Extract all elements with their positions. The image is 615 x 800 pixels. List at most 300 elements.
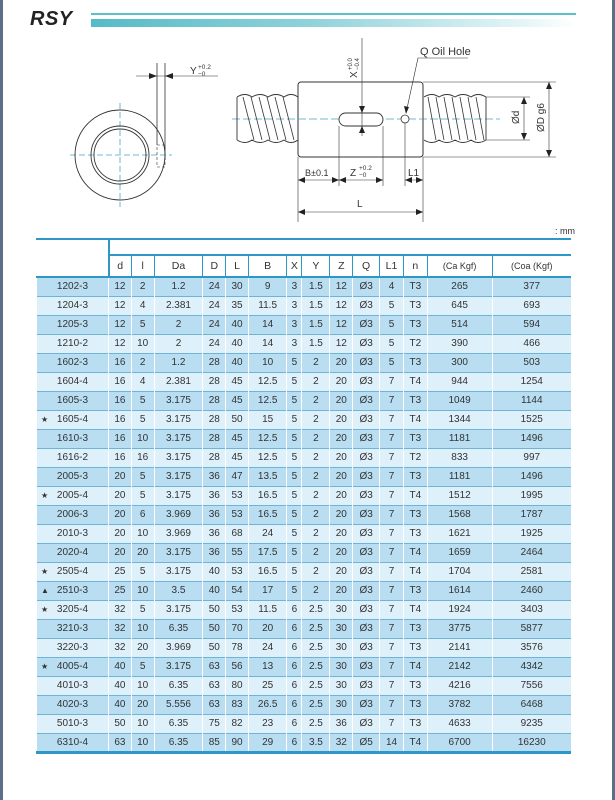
value-cell: 7 <box>380 657 404 676</box>
model-number: 4020-3 <box>56 699 89 710</box>
value-cell: 1.5 <box>302 315 330 334</box>
value-cell: 16 <box>109 353 132 372</box>
value-cell: 28 <box>203 353 226 372</box>
value-cell: 5 <box>287 448 302 467</box>
value-cell: 2464 <box>492 543 571 562</box>
value-cell: 2 <box>302 524 330 543</box>
value-cell: 13 <box>248 657 286 676</box>
z-tol-lower: −0 <box>359 172 367 179</box>
value-cell: 12 <box>109 277 132 296</box>
value-cell: 3.175 <box>154 410 203 429</box>
value-cell: 40 <box>226 334 249 353</box>
model-cell <box>37 353 109 372</box>
model-cell <box>37 619 109 638</box>
value-cell: 4633 <box>427 714 492 733</box>
value-cell: 5 <box>287 505 302 524</box>
value-cell: 45 <box>226 372 249 391</box>
value-cell: 32 <box>330 733 353 752</box>
value-cell: 12 <box>109 334 132 353</box>
value-cell: T4 <box>403 543 427 562</box>
value-cell: 28 <box>203 410 226 429</box>
value-cell: 1614 <box>427 581 492 600</box>
value-cell: 7 <box>380 448 404 467</box>
value-cell: 20 <box>330 410 353 429</box>
value-cell: 40 <box>203 562 226 581</box>
value-cell: 5 <box>131 486 154 505</box>
value-cell: 1924 <box>427 600 492 619</box>
y-arrow-left <box>149 73 157 79</box>
value-cell: 16 <box>131 448 154 467</box>
value-cell: 16230 <box>492 733 571 752</box>
value-cell: 2 <box>302 448 330 467</box>
value-cell: 10 <box>131 733 154 752</box>
model-cell <box>37 657 109 676</box>
value-cell: 4 <box>131 296 154 315</box>
value-cell: 30 <box>330 676 353 695</box>
value-cell: T3 <box>403 581 427 600</box>
value-cell: 24 <box>203 334 226 353</box>
end-view <box>70 63 218 207</box>
value-cell: 25 <box>109 581 132 600</box>
value-cell: 40 <box>226 353 249 372</box>
value-cell: 12 <box>109 296 132 315</box>
model-cell <box>37 296 109 315</box>
value-cell: 36 <box>203 505 226 524</box>
model-cell <box>37 467 109 486</box>
value-cell: 10 <box>248 353 286 372</box>
value-cell: 50 <box>109 714 132 733</box>
value-cell: 20 <box>109 543 132 562</box>
value-cell: 16 <box>109 429 132 448</box>
value-cell: T4 <box>403 733 427 752</box>
value-cell: 36 <box>203 486 226 505</box>
value-cell: 36 <box>203 467 226 486</box>
value-cell: 2142 <box>427 657 492 676</box>
model-cell <box>37 695 109 714</box>
value-cell: 3.5 <box>154 581 203 600</box>
model-cell <box>37 600 109 619</box>
value-cell: 20 <box>330 353 353 372</box>
column-header: (Ca Kgf) <box>427 255 492 277</box>
value-cell: 32 <box>109 638 132 657</box>
value-cell: 16 <box>109 391 132 410</box>
value-cell: 7 <box>380 543 404 562</box>
value-cell: 20 <box>330 448 353 467</box>
value-cell: 24 <box>203 315 226 334</box>
z-label: Z <box>350 168 357 179</box>
value-cell: T3 <box>403 638 427 657</box>
model-number: 1610-3 <box>56 433 89 444</box>
value-cell: T4 <box>403 562 427 581</box>
value-cell: 5877 <box>492 619 571 638</box>
screw-thread-right <box>424 95 486 143</box>
value-cell: 24 <box>248 524 286 543</box>
table-row <box>37 315 572 334</box>
value-cell: 3.175 <box>154 448 203 467</box>
value-cell: 3.175 <box>154 429 203 448</box>
value-cell: 12 <box>109 315 132 334</box>
value-cell: Ø3 <box>353 315 380 334</box>
value-cell: 14 <box>248 315 286 334</box>
value-cell: 20 <box>131 543 154 562</box>
value-cell: 2 <box>131 277 154 296</box>
value-cell: 1.5 <box>302 334 330 353</box>
value-cell: 50 <box>203 638 226 657</box>
model-number: 4010-3 <box>56 680 89 691</box>
value-cell: Ø3 <box>353 391 380 410</box>
column-header: Da <box>154 255 203 277</box>
value-cell: Ø3 <box>353 619 380 638</box>
value-cell: Ø3 <box>353 429 380 448</box>
value-cell: 7 <box>380 486 404 505</box>
value-cell: 5 <box>131 562 154 581</box>
value-cell: Ø3 <box>353 562 380 581</box>
value-cell: 1995 <box>492 486 571 505</box>
value-cell: 2.381 <box>154 372 203 391</box>
value-cell: 6.35 <box>154 619 203 638</box>
value-cell: 1496 <box>492 429 571 448</box>
value-cell: Ø3 <box>353 695 380 714</box>
l1-label: L1 <box>408 168 420 179</box>
screw-thread-left <box>235 95 298 143</box>
x-tol-lower: −0.4 <box>355 58 361 70</box>
value-cell: 12 <box>330 334 353 353</box>
value-cell: 2 <box>302 486 330 505</box>
table-row <box>37 448 572 467</box>
model-cell <box>37 372 109 391</box>
value-cell: T3 <box>403 619 427 638</box>
value-cell: 20 <box>330 505 353 524</box>
value-cell: 20 <box>109 467 132 486</box>
model-number: 2510-3 <box>56 585 89 596</box>
value-cell: 3.175 <box>154 391 203 410</box>
value-cell: 7 <box>380 562 404 581</box>
value-cell: 55 <box>226 543 249 562</box>
value-cell: 3 <box>287 296 302 315</box>
model-number: 1204-3 <box>56 300 89 311</box>
value-cell: T4 <box>403 410 427 429</box>
star-mark-icon: ★ <box>41 414 49 424</box>
value-cell: 13.5 <box>248 467 286 486</box>
model-cell <box>37 676 109 695</box>
model-cell <box>37 315 109 334</box>
value-cell: 12.5 <box>248 372 286 391</box>
model-cell <box>37 714 109 733</box>
table-row <box>37 733 572 752</box>
value-cell: 24 <box>248 638 286 657</box>
model-number: 1604-4 <box>56 376 89 387</box>
value-cell: 29 <box>248 733 286 752</box>
value-cell: 390 <box>427 334 492 353</box>
value-cell: 30 <box>330 695 353 714</box>
model-cell <box>37 429 109 448</box>
value-cell: Ø3 <box>353 676 380 695</box>
value-cell: 1.2 <box>154 353 203 372</box>
value-cell: 16.5 <box>248 505 286 524</box>
model-cell <box>37 277 109 296</box>
value-cell: 2 <box>154 315 203 334</box>
value-cell: 1181 <box>427 467 492 486</box>
value-cell: 63 <box>109 733 132 752</box>
model-cell <box>37 448 109 467</box>
value-cell: 16 <box>109 410 132 429</box>
value-cell: 12 <box>330 315 353 334</box>
value-cell: 24 <box>203 277 226 296</box>
value-cell: 30 <box>330 638 353 657</box>
x-label: X <box>349 71 360 78</box>
column-header: D <box>203 255 226 277</box>
value-cell: 78 <box>226 638 249 657</box>
value-cell: 20 <box>131 695 154 714</box>
value-cell: 53 <box>226 562 249 581</box>
value-cell: 85 <box>203 733 226 752</box>
model-number: 6310-4 <box>56 736 89 748</box>
value-cell: 6 <box>287 714 302 733</box>
value-cell: T3 <box>403 296 427 315</box>
value-cell: 6 <box>287 657 302 676</box>
table-row <box>37 372 572 391</box>
value-cell: 2460 <box>492 581 571 600</box>
table-row <box>37 600 572 619</box>
value-cell: 40 <box>109 676 132 695</box>
value-cell: 80 <box>226 676 249 695</box>
value-cell: 25 <box>109 562 132 581</box>
model-number: 1605-3 <box>56 395 89 406</box>
oil-hole-label: Q Oil Hole <box>420 46 471 58</box>
column-header: L1 <box>380 255 404 277</box>
value-cell: 3403 <box>492 600 571 619</box>
value-cell: Ø3 <box>353 638 380 657</box>
value-cell: 7 <box>380 714 404 733</box>
value-cell: 7 <box>380 600 404 619</box>
value-cell: T3 <box>403 714 427 733</box>
value-cell: 3.5 <box>302 733 330 752</box>
value-cell: 11.5 <box>248 296 286 315</box>
model-cell <box>37 543 109 562</box>
value-cell: 20 <box>330 467 353 486</box>
value-cell: 63 <box>203 676 226 695</box>
value-cell: 1.2 <box>154 277 203 296</box>
value-cell: T2 <box>403 334 427 353</box>
value-cell: 6 <box>287 638 302 657</box>
value-cell: 7 <box>380 467 404 486</box>
model-cell <box>37 638 109 657</box>
table-header-top <box>37 239 572 255</box>
value-cell: 3 <box>287 334 302 353</box>
value-cell: 35 <box>226 296 249 315</box>
table-row <box>37 562 572 581</box>
side-view <box>232 38 556 222</box>
column-header: Q <box>353 255 380 277</box>
column-header: l <box>131 255 154 277</box>
value-cell: 16.5 <box>248 486 286 505</box>
value-cell: 82 <box>226 714 249 733</box>
value-cell: 30 <box>330 657 353 676</box>
value-cell: 20 <box>330 486 353 505</box>
value-cell: 6 <box>131 505 154 524</box>
header-model-cell <box>37 255 109 277</box>
value-cell: 6 <box>287 695 302 714</box>
value-cell: 9235 <box>492 714 571 733</box>
value-cell: 2.5 <box>302 600 330 619</box>
value-cell: 2 <box>154 334 203 353</box>
value-cell: 5 <box>287 429 302 448</box>
value-cell: Ø3 <box>353 296 380 315</box>
column-header: n <box>403 255 427 277</box>
table-row <box>37 543 572 562</box>
value-cell: 5 <box>287 353 302 372</box>
value-cell: 1512 <box>427 486 492 505</box>
value-cell: 4342 <box>492 657 571 676</box>
value-cell: T3 <box>403 391 427 410</box>
value-cell: 2.5 <box>302 714 330 733</box>
value-cell: 5 <box>131 315 154 334</box>
b-label: B±0.1 <box>305 168 329 178</box>
value-cell: 2 <box>131 353 154 372</box>
value-cell: 7556 <box>492 676 571 695</box>
value-cell: 20 <box>109 524 132 543</box>
value-cell: 2.5 <box>302 657 330 676</box>
model-number: 1616-2 <box>56 452 89 463</box>
value-cell: 10 <box>131 581 154 600</box>
value-cell: Ø3 <box>353 581 380 600</box>
star-mark-icon: ★ <box>41 490 49 500</box>
value-cell: 7 <box>380 524 404 543</box>
value-cell: 40 <box>109 695 132 714</box>
value-cell: 1621 <box>427 524 492 543</box>
value-cell: 16 <box>109 372 132 391</box>
value-cell: 28 <box>203 372 226 391</box>
value-cell: 2.5 <box>302 638 330 657</box>
column-header: Z <box>330 255 353 277</box>
value-cell: 2 <box>302 562 330 581</box>
table-row <box>37 353 572 372</box>
value-cell: 20 <box>109 505 132 524</box>
value-cell: 36 <box>203 524 226 543</box>
value-cell: 1525 <box>492 410 571 429</box>
value-cell: 1254 <box>492 372 571 391</box>
value-cell: 10 <box>131 524 154 543</box>
table-row <box>37 714 572 733</box>
value-cell: 3.175 <box>154 600 203 619</box>
value-cell: 17 <box>248 581 286 600</box>
value-cell: 6468 <box>492 695 571 714</box>
model-cell <box>37 524 109 543</box>
table-row <box>37 524 572 543</box>
value-cell: 5 <box>131 467 154 486</box>
table-row <box>37 277 572 296</box>
value-cell: 3782 <box>427 695 492 714</box>
value-cell: 20 <box>330 543 353 562</box>
value-cell: T3 <box>403 505 427 524</box>
model-number: 1202-3 <box>56 281 89 293</box>
l-label: L <box>357 199 363 210</box>
value-cell: 3.969 <box>154 505 203 524</box>
value-cell: 6.35 <box>154 714 203 733</box>
value-cell: 5 <box>131 410 154 429</box>
model-cell <box>37 391 109 410</box>
value-cell: 2.5 <box>302 695 330 714</box>
value-cell: 20 <box>330 429 353 448</box>
value-cell: 3.175 <box>154 657 203 676</box>
model-cell <box>37 410 109 429</box>
oil-hole <box>401 115 409 123</box>
value-cell: 63 <box>203 657 226 676</box>
value-cell: 7 <box>380 505 404 524</box>
value-cell: 7 <box>380 638 404 657</box>
value-cell: 45 <box>226 448 249 467</box>
value-cell: 6 <box>287 676 302 695</box>
value-cell: T2 <box>403 448 427 467</box>
column-header: X <box>287 255 302 277</box>
value-cell: 693 <box>492 296 571 315</box>
value-cell: 833 <box>427 448 492 467</box>
value-cell: 5 <box>287 372 302 391</box>
value-cell: 5 <box>287 486 302 505</box>
value-cell: T3 <box>403 695 427 714</box>
value-cell: 5 <box>380 334 404 353</box>
table-row <box>37 695 572 714</box>
table-column-headers <box>37 255 572 277</box>
header-rule <box>91 13 576 15</box>
value-cell: Ø5 <box>353 733 380 752</box>
value-cell: 594 <box>492 315 571 334</box>
model-cell <box>37 562 109 581</box>
value-cell: 5 <box>287 467 302 486</box>
value-cell: 15 <box>248 410 286 429</box>
model-number: 2505-4 <box>56 566 89 577</box>
model-number: 2020-4 <box>56 547 89 558</box>
table-body <box>37 277 572 752</box>
value-cell: T3 <box>403 353 427 372</box>
table-row <box>37 467 572 486</box>
value-cell: 50 <box>226 410 249 429</box>
model-number: 3205-4 <box>56 604 89 615</box>
value-cell: 28 <box>203 429 226 448</box>
model-cell <box>37 486 109 505</box>
value-cell: Ø3 <box>353 372 380 391</box>
value-cell: 75 <box>203 714 226 733</box>
value-cell: 83 <box>226 695 249 714</box>
value-cell: T3 <box>403 676 427 695</box>
value-cell: Ø3 <box>353 353 380 372</box>
value-cell: 12.5 <box>248 391 286 410</box>
value-cell: 6.35 <box>154 733 203 752</box>
value-cell: 28 <box>203 448 226 467</box>
value-cell: 2141 <box>427 638 492 657</box>
value-cell: 5 <box>287 391 302 410</box>
table-row <box>37 581 572 600</box>
model-cell <box>37 581 109 600</box>
column-header: d <box>109 255 132 277</box>
value-cell: 6 <box>287 600 302 619</box>
value-cell: 63 <box>203 695 226 714</box>
value-cell: 377 <box>492 277 571 296</box>
value-cell: 7 <box>380 391 404 410</box>
value-cell: 20 <box>330 562 353 581</box>
triangle-mark-icon: ▲ <box>41 585 49 595</box>
value-cell: 6700 <box>427 733 492 752</box>
y-tol-upper: +0.2 <box>198 64 211 71</box>
value-cell: 20 <box>330 391 353 410</box>
value-cell: 7 <box>380 410 404 429</box>
value-cell: 12 <box>330 296 353 315</box>
value-cell: 20 <box>330 372 353 391</box>
spec-table <box>36 238 571 754</box>
value-cell: 47 <box>226 467 249 486</box>
value-cell: 5 <box>131 391 154 410</box>
value-cell: 1.5 <box>302 296 330 315</box>
